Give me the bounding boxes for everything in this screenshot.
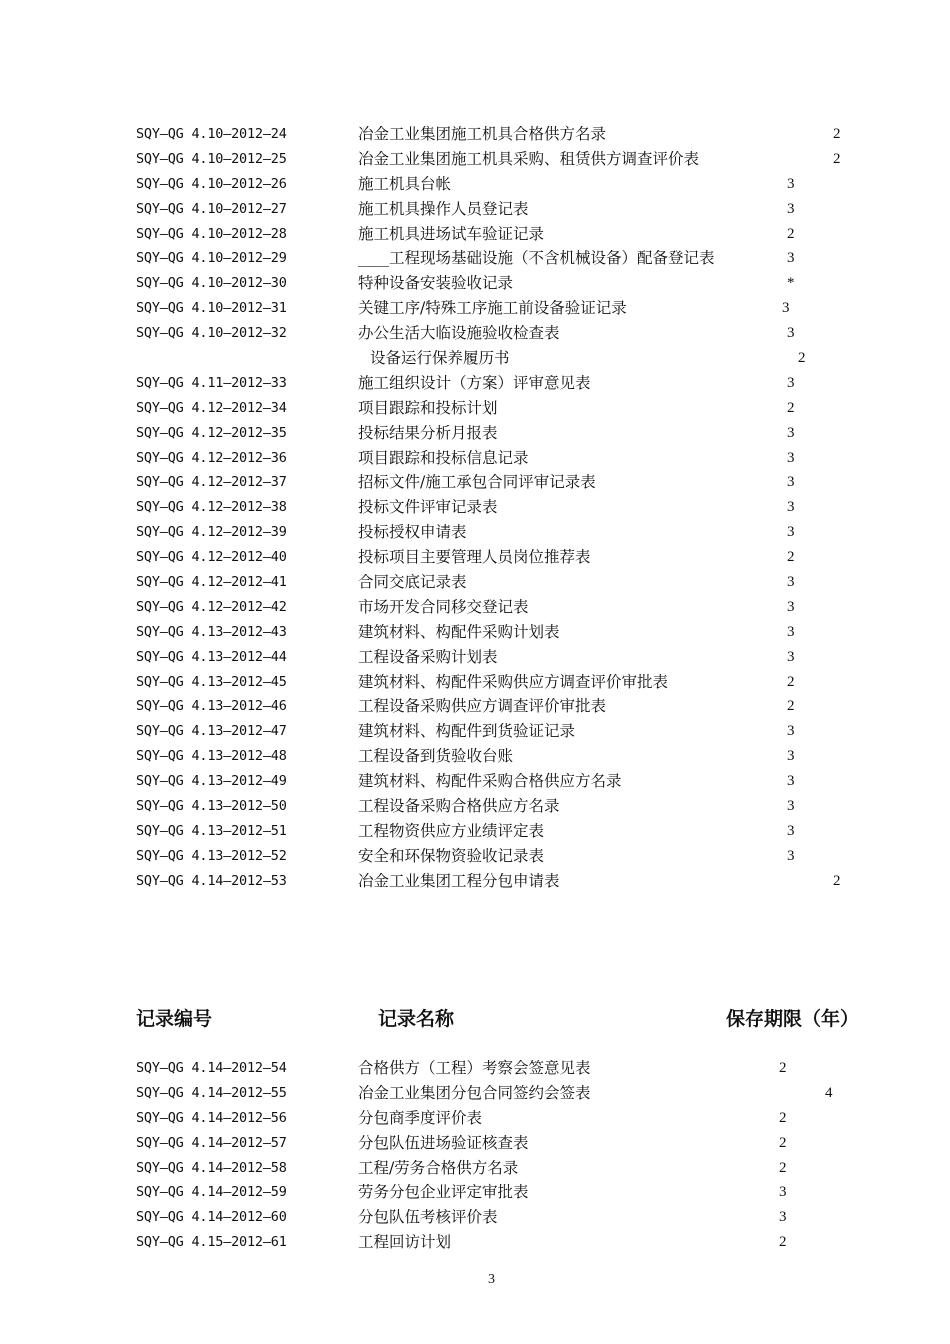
record-name: 分包商季度评价表: [358, 1108, 483, 1127]
record-code: SQY—QG 4.10—2012—29: [136, 250, 287, 267]
record-retention-period: 3: [779, 1184, 787, 1201]
record-row: [0, 620, 950, 645]
record-name: 工程设备采购计划表: [358, 647, 498, 666]
record-retention-period: 3: [787, 748, 795, 765]
record-code: SQY—QG 4.13—2012—49: [136, 773, 287, 790]
record-name: 合格供方（工程）考察会签意见表: [358, 1059, 591, 1077]
record-retention-period: 3: [779, 1209, 787, 1226]
record-code: SQY—QG 4.14—2012—55: [136, 1084, 287, 1101]
record-row: [0, 122, 950, 147]
record-list-upper: [0, 122, 950, 894]
record-code: SQY—QG 4.12—2012—42: [136, 598, 287, 615]
record-retention-period: 3: [787, 524, 795, 541]
record-retention-period: 2: [787, 225, 795, 242]
record-name: 项目跟踪和投标计划: [358, 398, 498, 417]
record-code: SQY—QG 4.12—2012—36: [136, 449, 287, 466]
record-retention-period: 3: [787, 474, 795, 491]
record-code: SQY—QG 4.12—2012—35: [136, 424, 287, 441]
record-code: SQY—QG 4.12—2012—40: [136, 549, 287, 566]
record-code: SQY—QG 4.12—2012—37: [136, 474, 287, 491]
record-retention-period: 3: [787, 574, 795, 591]
record-list-lower: [0, 1056, 950, 1255]
record-row: [0, 694, 950, 719]
record-retention-period: *: [787, 275, 795, 292]
record-row: [0, 421, 950, 446]
record-name: 市场开发合同移交登记表: [358, 597, 529, 616]
record-name: 投标项目主要管理人员岗位推荐表: [358, 548, 591, 567]
record-row: [0, 197, 950, 222]
record-row: [0, 595, 950, 620]
record-code: SQY—QG 4.14—2012—56: [136, 1109, 287, 1126]
record-retention-period: 3: [787, 424, 795, 441]
record-name: 冶金工业集团施工机具采购、租赁供方调查评价表: [358, 149, 700, 168]
record-name: 施工机具操作人员登记表: [358, 199, 529, 218]
record-row: [0, 819, 950, 844]
table-header: [0, 1004, 950, 1034]
record-name: 招标文件/施工承包合同评审记录表: [358, 473, 596, 492]
record-code: SQY—QG 4.10—2012—27: [136, 200, 287, 217]
record-name: 办公生活大临设施验收检查表: [358, 324, 560, 343]
record-name: 投标结果分析月报表: [358, 423, 498, 442]
record-row: [0, 271, 950, 296]
record-code: SQY—QG 4.10—2012—30: [136, 275, 287, 292]
record-row: [0, 1131, 950, 1156]
record-retention-period: 4: [825, 1084, 833, 1101]
record-code: SQY—QG 4.13—2012—51: [136, 822, 287, 839]
record-name: 分包队伍考核评价表: [358, 1208, 498, 1227]
record-code: SQY—QG 4.13—2012—48: [136, 748, 287, 765]
record-name: 投标文件评审记录表: [358, 498, 498, 517]
record-name: 建筑材料、构配件到货验证记录: [358, 722, 576, 741]
record-retention-period: 2: [833, 872, 841, 889]
record-row: [0, 296, 950, 321]
record-name: 安全和环保物资验收记录表: [358, 846, 545, 865]
record-retention-period: 3: [787, 499, 795, 516]
record-name: ____工程现场基础设施（不含机械设备）配备登记表: [358, 249, 715, 268]
record-code: SQY—QG 4.13—2012—45: [136, 673, 287, 690]
record-retention-period: 2: [787, 698, 795, 715]
record-code: SQY—QG 4.12—2012—38: [136, 499, 287, 516]
record-code: SQY—QG 4.12—2012—41: [136, 574, 287, 591]
record-name: 工程/劳务合格供方名录: [358, 1158, 519, 1177]
header-code-label: 记录编号: [136, 1008, 213, 1030]
record-retention-period: 3: [787, 847, 795, 864]
record-code: SQY—QG 4.10—2012—25: [136, 150, 287, 167]
record-retention-period: 3: [787, 723, 795, 740]
record-name: 施工机具台帐: [358, 174, 452, 193]
record-retention-period: 3: [787, 200, 795, 217]
record-retention-period: 2: [779, 1060, 787, 1076]
record-row: [0, 1156, 950, 1181]
record-retention-period: 2: [779, 1109, 787, 1126]
record-code: SQY—QG 4.14—2012—60: [136, 1209, 287, 1226]
record-name: 特种设备安装验收记录: [358, 274, 514, 293]
header-period-label: 保存期限（年）: [726, 1008, 860, 1030]
record-retention-period: 2: [833, 150, 841, 167]
record-name: 关键工序/特殊工序施工前设备验证记录: [358, 299, 627, 318]
record-retention-period: 2: [787, 673, 795, 690]
record-name: 劳务分包企业评定审批表: [358, 1183, 529, 1202]
record-row: [0, 396, 950, 421]
record-name: 工程回访计划: [358, 1233, 452, 1252]
record-name: 分包队伍进场验证核查表: [358, 1133, 529, 1152]
record-retention-period: 3: [787, 250, 795, 267]
record-row: [0, 495, 950, 520]
record-code: SQY—QG 4.13—2012—52: [136, 847, 287, 864]
record-code: SQY—QG 4.14—2012—57: [136, 1134, 287, 1151]
record-row: [0, 844, 950, 869]
record-name: 投标授权申请表: [358, 523, 467, 542]
record-retention-period: 3: [787, 374, 795, 391]
record-name: 工程设备采购供应方调查评价审批表: [358, 697, 607, 716]
record-row: [0, 1230, 950, 1255]
record-row: [0, 744, 950, 769]
record-row: [0, 520, 950, 545]
record-code: SQY—QG 4.10—2012—32: [136, 325, 287, 342]
record-row: [0, 371, 950, 396]
record-name: 工程设备采购合格供应方名录: [358, 797, 560, 816]
record-name: 冶金工业集团工程分包申请表: [358, 871, 560, 890]
record-code: SQY—QG 4.10—2012—28: [136, 225, 287, 242]
record-row: [0, 172, 950, 197]
record-retention-period: 3: [787, 822, 795, 839]
record-retention-period: 3: [787, 325, 795, 342]
record-row: [0, 545, 950, 570]
record-code: SQY—QG 4.13—2012—44: [136, 648, 287, 665]
record-retention-period: 3: [787, 449, 795, 466]
record-row: [0, 645, 950, 670]
record-code: SQY—QG 4.14—2012—54: [136, 1060, 287, 1076]
record-row: [0, 794, 950, 819]
record-retention-period: 3: [787, 798, 795, 815]
record-retention-period: 3: [787, 175, 795, 192]
record-retention-period: 2: [787, 549, 795, 566]
record-name: 冶金工业集团分包合同签约会签表: [358, 1083, 591, 1102]
record-row: [0, 869, 950, 894]
record-retention-period: 2: [779, 1159, 787, 1176]
record-name: 工程物资供应方业绩评定表: [358, 821, 545, 840]
record-row: [0, 570, 950, 595]
record-name: 工程设备到货验收台账: [358, 747, 514, 766]
record-row: [0, 470, 950, 495]
record-code: SQY—QG 4.14—2012—53: [136, 872, 287, 889]
record-code: SQY—QG 4.15—2012—61: [136, 1234, 287, 1251]
record-code: SQY—QG 4.10—2012—31: [136, 300, 287, 317]
record-row: [0, 1056, 950, 1081]
header-name-label: 记录名称: [378, 1008, 455, 1030]
record-code: SQY—QG 4.10—2012—26: [136, 175, 287, 192]
page-number: 3: [488, 1272, 495, 1287]
record-code: SQY—QG 4.11—2012—33: [136, 374, 287, 391]
record-retention-period: 2: [779, 1234, 787, 1251]
record-retention-period: 2: [833, 126, 841, 142]
record-row: [0, 1081, 950, 1106]
record-name: 设备运行保养履历书: [370, 349, 510, 368]
record-retention-period: 2: [787, 399, 795, 416]
record-row: [0, 670, 950, 695]
record-retention-period: 3: [787, 773, 795, 790]
record-code: SQY—QG 4.14—2012—59: [136, 1184, 287, 1201]
record-row: [0, 222, 950, 247]
record-retention-period: 2: [798, 350, 806, 367]
record-retention-period: 3: [782, 300, 790, 317]
record-name: 建筑材料、构配件采购供应方调查评价审批表: [358, 672, 669, 691]
record-code: SQY—QG 4.13—2012—46: [136, 698, 287, 715]
record-row: [0, 1106, 950, 1131]
record-row: [0, 246, 950, 271]
record-retention-period: 3: [787, 598, 795, 615]
record-code: SQY—QG 4.12—2012—34: [136, 399, 287, 416]
record-row: [0, 769, 950, 794]
record-row: [0, 321, 950, 346]
record-code: SQY—QG 4.10—2012—24: [136, 126, 287, 142]
record-row: [0, 446, 950, 471]
record-code: SQY—QG 4.12—2012—39: [136, 524, 287, 541]
record-name: 建筑材料、构配件采购合格供应方名录: [358, 772, 622, 791]
record-name: 施工机具进场试车验证记录: [358, 224, 545, 243]
record-retention-period: 3: [787, 623, 795, 640]
record-row: [0, 147, 950, 172]
record-row: [0, 1180, 950, 1205]
record-code: SQY—QG 4.14—2012—58: [136, 1159, 287, 1176]
record-name: 施工组织设计（方案）评审意见表: [358, 373, 591, 392]
record-row: [0, 346, 950, 371]
record-name: 冶金工业集团施工机具合格供方名录: [358, 125, 607, 143]
record-retention-period: 3: [787, 648, 795, 665]
record-retention-period: 2: [779, 1134, 787, 1151]
record-name: 建筑材料、构配件采购计划表: [358, 622, 560, 641]
record-code: SQY—QG 4.13—2012—50: [136, 798, 287, 815]
record-name: 项目跟踪和投标信息记录: [358, 448, 529, 467]
record-row: [0, 1205, 950, 1230]
record-code: SQY—QG 4.13—2012—47: [136, 723, 287, 740]
record-row: [0, 719, 950, 744]
record-name: 合同交底记录表: [358, 573, 467, 592]
record-code: SQY—QG 4.13—2012—43: [136, 623, 287, 640]
